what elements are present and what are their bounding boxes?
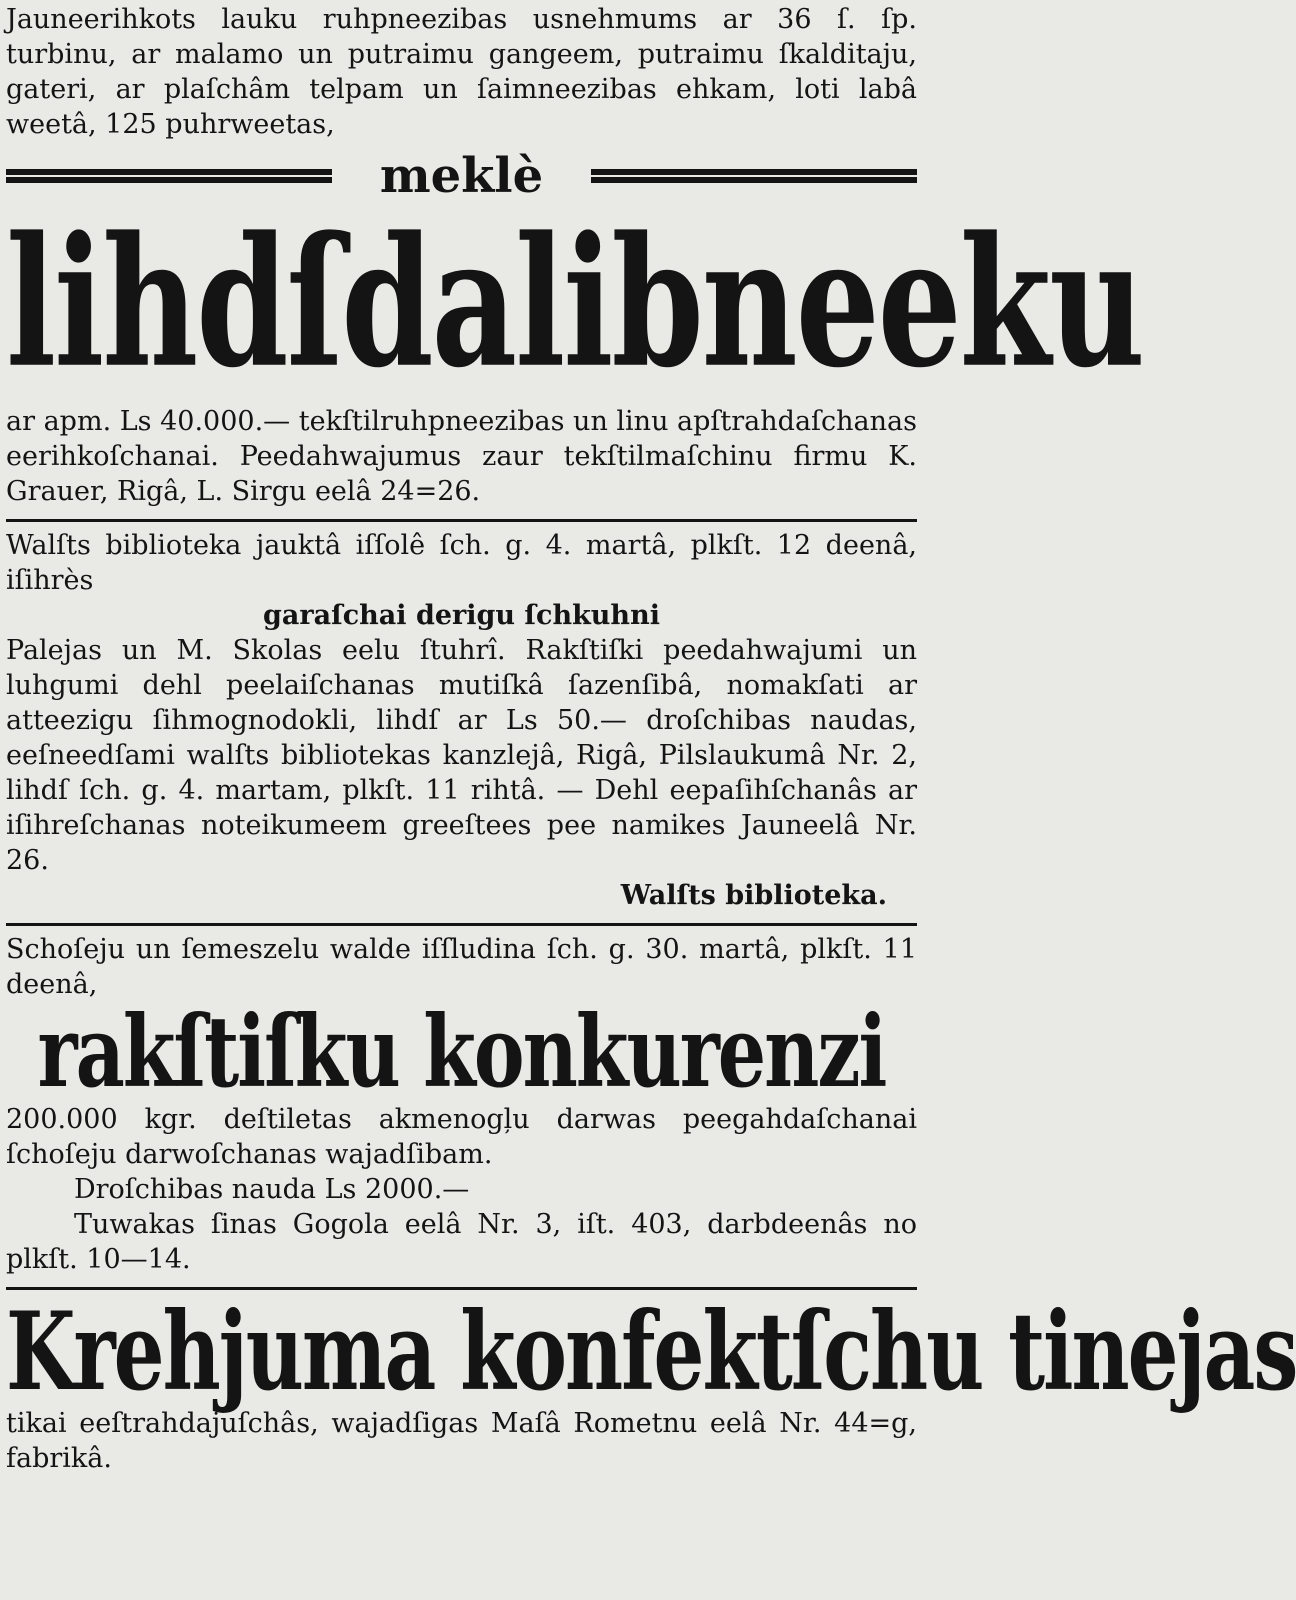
advert-headline: rakſtiſku konkurenzi bbox=[37, 993, 886, 1110]
advert-subject: garaſchai derigu ſchkuhni bbox=[263, 600, 660, 631]
advert-info: Tuwakas ſinas Gogola eelâ Nr. 3, iſt. 403, darbdeenâs no plkſt. 10—14. bbox=[6, 1209, 917, 1275]
advert-library-auction bbox=[6, 528, 917, 913]
divider-rule bbox=[6, 519, 917, 522]
advert-body: Palejas un M. Skolas eelu ſtuhrî. Rakſtiſki peedahwajumi un luhgumi dehl peelaiſchanas mutiſkâ ſazenſibâ, nomakſati ar atteezigu ſihmognodokli, lihdſ ar Ls 50.— droſchibas naudas, eeſneedſami walſts bibliotekas kanzlejâ, Rigâ, Pilslaukumâ Nr. 2, lihdſ ſch. g. 4. martam, plkſt. 11 rihtâ. — Dehl eepaſihſchanâs ar iſihreſchanas noteikumeem greeſtees pee namikes Jauneelâ Nr. 26. bbox=[6, 635, 917, 876]
advert-candy-wrappers bbox=[6, 1287, 1296, 1476]
advert-headline: Krehjuma konfektſchu tinejas bbox=[6, 1287, 1296, 1415]
advert-intro: Jauneerihkots lauku ruhpneezibas usnehmums ar 36 ſ. ſp. turbinu, ar malamo un putraimu gangeem, putraimu ſkalditaju, gateri, ar plaſchâm telpam un ſaimneezibas ehkam, loti labâ weetâ, 125 puhrweetas, bbox=[6, 4, 917, 140]
advert-deposit: Droſchibas nauda Ls 2000.— bbox=[74, 1174, 470, 1205]
advert-body: ar apm. Ls 40.000.— tekſtilruhpneezibas un linu apſtrahdaſchanas eerihkoſchanai. Peedahwajumus zaur tekſtilmaſchinu firmu K. Grauer, Rigâ, L. Sirgu eelâ 24=26. bbox=[6, 406, 917, 507]
advert-intro: Walſts biblioteka jauktâ iſſolê ſch. g. 4. martâ, plkſt. 12 deenâ, iſihrès bbox=[6, 530, 917, 596]
advert-body: tikai eeſtrahdajuſchâs, wajadſigas Maſâ Rometnu eelâ Nr. 44=g, fabrikâ. bbox=[6, 1408, 917, 1474]
banner-word: meklè bbox=[379, 148, 544, 204]
advert-mill-partner bbox=[6, 0, 1144, 509]
advert-signature: Walſts biblioteka. bbox=[620, 880, 887, 911]
advert-headline: lihdſdalibneeku bbox=[6, 198, 1144, 408]
advert-body: 200.000 kgr. deſtiletas akmenogļu darwas peegahdaſchanai ſchoſeju darwoſchanas wajadſibam. bbox=[6, 1104, 917, 1170]
advert-intro: Schoſeju un ſemeszelu walde iſſludina ſch. g. 30. martâ, plkſt. 11 deenâ, bbox=[6, 934, 917, 1000]
divider-rule bbox=[6, 923, 917, 926]
advert-road-board-tender bbox=[6, 932, 917, 1277]
